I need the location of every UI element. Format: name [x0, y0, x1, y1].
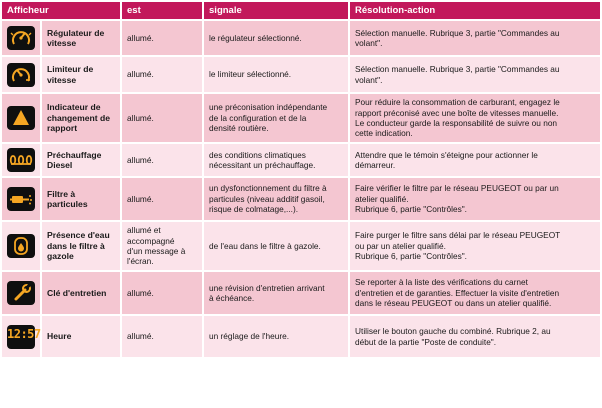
table-row	[2, 178, 600, 220]
header-resolution: Résolution-action	[350, 2, 600, 19]
resolution-line: Sélection manuelle. Rubrique 3, partie "Commandes au	[355, 64, 560, 75]
table-row	[2, 57, 600, 92]
resolution-line: volant".	[355, 38, 383, 48]
state-line: allumé et	[127, 225, 161, 236]
state-line: allumé.	[127, 287, 154, 298]
signal-cell	[204, 316, 348, 357]
state-cell	[122, 21, 202, 55]
indicator-name-line: vitesse	[47, 38, 77, 48]
indicator-name	[42, 178, 120, 220]
state-line: d'un message à	[127, 246, 186, 256]
indicator-name-line: rapport	[47, 123, 78, 134]
indicator-name-line: Filtre à	[47, 188, 76, 199]
resolution-line: cette indication.	[355, 128, 413, 139]
icon-cell	[2, 21, 40, 55]
indicator-name-line: Clé d'entretien	[47, 287, 107, 298]
icon-cell	[2, 316, 40, 357]
table-row	[2, 222, 600, 270]
signal-line: le régulateur sélectionné.	[209, 32, 302, 43]
state-cell	[122, 222, 202, 270]
indicator-name-line: Indicateur de	[47, 102, 101, 113]
resolution-line: Utiliser le bouton gauche du combiné. Rubrique 2, au	[355, 326, 551, 337]
icon-cell	[2, 178, 40, 220]
indicator-name	[42, 222, 120, 270]
resolution-line: ou par un atelier qualifié.	[355, 240, 446, 251]
water-in-fuel-filter-icon	[7, 234, 35, 258]
resolution-line: atelier qualifié.	[355, 193, 409, 204]
state-cell	[122, 272, 202, 314]
signal-line: le limiteur sélectionné.	[209, 69, 292, 80]
signal-line: des conditions climatiques	[209, 149, 306, 160]
icon-cell	[2, 222, 40, 270]
resolution-line: Pour réduire la consommation de carburant, engagez le	[355, 97, 560, 108]
state-line: l'écran.	[127, 256, 154, 267]
state-cell	[122, 144, 202, 176]
table-row	[2, 21, 600, 55]
resolution-line: d'entretien et de garanties. Effectuer la visite d'entretien	[355, 287, 560, 298]
state-cell	[122, 94, 202, 142]
resolution-line: démarreur.	[355, 160, 396, 170]
resolution-line: Sélection manuelle. Rubrique 3, partie "Commandes au	[355, 27, 560, 38]
signal-line: particules (niveau additif gasoil,	[209, 193, 325, 204]
signal-line: nécessitant un préchauffage.	[209, 160, 316, 170]
indicator-name-line: changement de	[47, 112, 111, 123]
resolution-line: volant".	[355, 74, 383, 85]
resolution-line: Faire vérifier le filtre par le réseau PEUGEOT ou par un	[355, 183, 559, 194]
wrench-icon	[7, 281, 35, 305]
icon-cell	[2, 272, 40, 314]
state-line: allumé.	[127, 69, 154, 80]
signal-line: une révision d'entretien arrivant	[209, 282, 325, 293]
resolution-cell	[350, 94, 600, 142]
icon-cell	[2, 94, 40, 142]
indicator-name-line: particules	[47, 199, 88, 209]
speed-limiter-icon	[7, 63, 35, 87]
signal-cell	[204, 272, 348, 314]
state-line: allumé.	[127, 331, 154, 342]
state-cell	[122, 178, 202, 220]
icon-cell	[2, 57, 40, 92]
table-row	[2, 94, 600, 142]
glow-plug-icon	[7, 148, 35, 172]
resolution-line: Se reporter à la liste des vérifications du carnet	[355, 277, 528, 288]
resolution-line: Rubrique 6, partie "Contrôles".	[355, 251, 467, 262]
clock-digits-icon	[7, 325, 41, 349]
icon-cell	[2, 144, 40, 176]
indicator-name-line: dans le filtre à	[47, 240, 105, 251]
signal-line: un dysfonctionnement du filtre à	[209, 183, 327, 194]
table-row	[2, 272, 600, 314]
state-line: accompagné	[127, 235, 175, 246]
header-signale: signale	[204, 2, 348, 19]
state-cell	[122, 316, 202, 357]
indicator-name-line: Présence d'eau	[47, 230, 110, 241]
table-row	[2, 316, 600, 357]
state-line: allumé.	[127, 154, 154, 165]
signal-cell	[204, 144, 348, 176]
signal-line: risque de colmatage,...).	[209, 204, 299, 215]
resolution-line: début de la partie "Poste de conduite".	[355, 336, 497, 347]
resolution-cell	[350, 272, 600, 314]
indicator-name	[42, 272, 120, 314]
indicator-name	[42, 57, 120, 92]
state-line: allumé.	[127, 112, 154, 123]
indicator-name-line: Régulateur de	[47, 27, 105, 38]
resolution-cell	[350, 144, 600, 176]
resolution-line: dans le réseau PEUGEOT ou dans un atelier qualifié.	[355, 298, 552, 309]
particle-filter-icon	[7, 187, 35, 211]
indicator-name-line: Diesel	[47, 160, 73, 170]
state-line: allumé.	[127, 32, 154, 43]
gear-shift-triangle-icon	[7, 106, 35, 130]
header-row	[2, 2, 600, 19]
state-cell	[122, 57, 202, 92]
header-afficheur: Afficheur	[2, 2, 120, 19]
indicator-name	[42, 21, 120, 55]
signal-line: un réglage de l'heure.	[209, 331, 290, 342]
resolution-cell	[350, 57, 600, 92]
signal-cell	[204, 57, 348, 92]
signal-cell	[204, 222, 348, 270]
signal-line: une préconisation indépendante	[209, 102, 328, 113]
signal-line: de l'eau dans le filtre à gazole.	[209, 240, 321, 251]
indicator-name-line: Préchauffage	[47, 149, 102, 160]
resolution-line: Attendre que le témoin s'éteigne pour actionner le	[355, 149, 538, 160]
resolution-cell	[350, 316, 600, 357]
resolution-line: Faire purger le filtre sans délai par le réseau PEUGEOT	[355, 230, 561, 241]
state-line: allumé.	[127, 193, 154, 204]
indicator-name-line: vitesse	[47, 74, 77, 85]
signal-cell	[204, 21, 348, 55]
indicator-name-line: Limiteur de	[47, 64, 94, 75]
signal-line: de la configuration et de la	[209, 112, 307, 123]
resolution-cell	[350, 21, 600, 55]
clock-readout: 12:57	[7, 326, 41, 341]
speed-regulator-icon	[7, 26, 35, 50]
resolution-cell	[350, 222, 600, 270]
indicator-name	[42, 316, 120, 357]
resolution-line: Le conducteur garde la responsabilité de suivre ou non	[355, 118, 558, 128]
indicator-name-line: gazole	[47, 251, 74, 262]
signal-line: à échéance.	[209, 293, 255, 303]
signal-cell	[204, 94, 348, 142]
resolution-cell	[350, 178, 600, 220]
indicator-name	[42, 94, 120, 142]
resolution-line: Rubrique 6, partie "Contrôles".	[355, 204, 467, 215]
header-est: est	[122, 2, 202, 19]
resolution-line: rapport préconisé avec une boîte de vitesses manuelle.	[355, 107, 559, 118]
indicator-name-line: Heure	[47, 331, 72, 342]
signal-line: densité routière.	[209, 123, 269, 134]
indicator-name	[42, 144, 120, 176]
signal-cell	[204, 178, 348, 220]
table-row	[2, 144, 600, 176]
